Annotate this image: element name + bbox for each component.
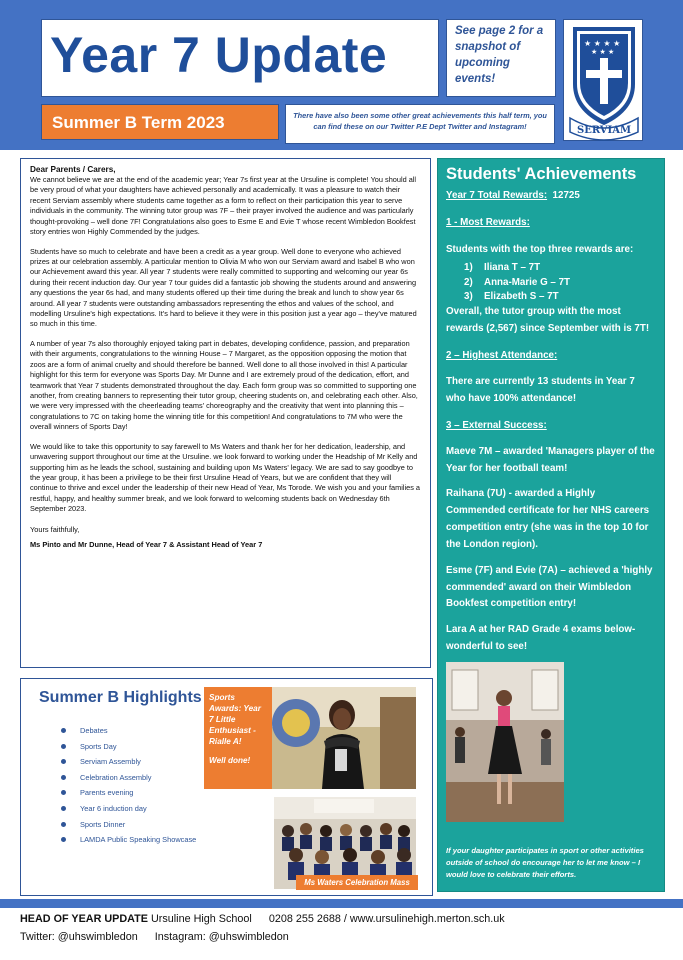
letter-paragraph: We cannot believe we are at the end of the academic year; Year 7s first year at the Ursuline is complete! You should all be very proud of what your daughters have achieved personally and academically. It was a pleasure to watch their recent Serviam assembly where students came together as a form to reflect on their participation this year to serve individuals in the community. The winning tutor group was 7F – their prayer involved the audience and was particularly thought-provoking – well done 7F! Congratulations also goes to Esme E and Evie T whose recent Wimbledon Bookfest story entries won Highly Commended by the judges.	[30, 175, 417, 237]
highlights-title: Summer B Highlights	[39, 689, 202, 706]
letter-signature	[30, 539, 421, 550]
student-name: Elizabeth S – 7T	[484, 290, 559, 302]
see-page-2-box	[446, 19, 556, 97]
list-item-label: Parents evening	[80, 788, 134, 798]
most-rewards-heading: 1 - Most Rewards:	[446, 217, 530, 229]
attendance-text: There are currently 13 students in Year 7 who have 100% attendance!	[446, 375, 635, 404]
student-name: Iliana T – 7T	[484, 262, 541, 274]
list-item-label: Sports Dinner	[80, 819, 126, 829]
term-box	[41, 104, 279, 140]
school-crest	[563, 19, 643, 141]
social-note-text: There have also been some other great achievements this half term, you can find these on our Twitter P.E Dept Twitter and Instagram!	[293, 111, 547, 132]
bullet-icon	[61, 790, 66, 795]
total-rewards	[446, 187, 656, 204]
achievements-title: Students' Achievements	[446, 165, 637, 183]
title-box	[41, 19, 439, 97]
total-rewards-value: 12725	[552, 190, 580, 201]
footer-school: Ursuline High School	[150, 913, 252, 925]
list-item	[61, 817, 196, 833]
highlights-list	[61, 723, 196, 848]
letter-signature-text: Ms Pinto and Mr Dunne, Head of Year 7 & Assistant Head of Year 7	[30, 539, 263, 549]
footer-phone: 0208 255 2688	[268, 913, 341, 925]
external-success-item: Raihana (7U) - awarded a Highly Commended certificate for her NHS careers competition entry (she was in the top 10 for the London region).	[446, 488, 650, 550]
most-rewards-intro: Students with the top three rewards are:	[446, 244, 634, 256]
sports-award-card	[204, 687, 416, 789]
footer-twitter[interactable]: Twitter: @uhswimbledon	[20, 931, 138, 943]
list-item	[61, 739, 196, 755]
attendance-heading: 2 – Highest Attendance:	[446, 349, 558, 361]
list-item-label: Sports Day	[80, 741, 117, 751]
list-item: 2) Anna-Marie G – 7T	[464, 276, 571, 288]
external-success-item: Esme (7F) and Evie (7A) – achieved a 'highly commended' award on their Wimbledon Bookfest competition entry!	[446, 564, 653, 610]
letter-box	[20, 158, 431, 668]
bullet-icon	[61, 759, 66, 764]
bullet-icon	[61, 822, 66, 827]
achievements-panel	[437, 158, 665, 892]
dance-exam-photo	[446, 662, 564, 822]
bullet-icon	[61, 728, 66, 733]
list-item	[61, 832, 196, 848]
sports-award-text	[209, 692, 267, 766]
list-item	[61, 723, 196, 739]
list-item	[61, 754, 196, 770]
footer-bar	[0, 899, 683, 908]
footer-social	[20, 931, 289, 943]
page-title: Year 7 Update	[50, 27, 388, 83]
external-success-item: Maeve 7M – awarded 'Managers player of the Year for her football team!	[446, 445, 655, 474]
letter-paragraph: A number of year 7s also thoroughly enjoyed taking part in debates, developing confidence, passion, and preparation with their arguments, congratulations to the winning House – 7 Margaret, as the opposition opposing the motion that zoos are a form of animal cruelty and should therefore be banned. Well done to all those involved in this! A particular highlight for this term for everyone was Sports Day. Mr Dunne and I are extremely proud of the dedication, effort, and teamwork that Year 7 students demonstrated throughout the day. Each form group was so committed to supporting one another, from creating banners to representing their tutor group, cheering students on, and celebrating each other. Also, we were very impressed with the cheerleading teams' choreography and the creativity that went into planning this – congratulations to 7C on taking home the winning title for this competition! And congratulations to 7M who were the overall winners of Sports Day!	[30, 338, 418, 432]
sports-award-photo	[272, 687, 416, 789]
top-three-list	[464, 261, 656, 304]
svg-text:★ ★ ★ ★: ★ ★ ★ ★	[584, 39, 621, 48]
achievements-footer-note: If your daughter participates in sport or other activities outside of school do encourage her to let me know – I would love to celebrate their efforts.	[446, 846, 644, 880]
crest-motto: SERVIAM	[576, 125, 632, 136]
list-item	[61, 770, 196, 786]
list-item-label: Year 6 induction day	[80, 803, 147, 813]
list-item-label: Serviam Assembly	[80, 757, 141, 767]
bullet-icon	[61, 744, 66, 749]
sports-award-label: Sports Awards: Year 7 Little Enthusiast - Rialle A!	[209, 693, 261, 747]
highlights-box	[20, 678, 433, 896]
svg-text:★ ★ ★: ★ ★ ★	[591, 48, 615, 56]
term-label: Summer B Term 2023	[52, 113, 225, 132]
list-item	[61, 801, 196, 817]
footer-instagram[interactable]: Instagram: @uhswimbledon	[154, 931, 289, 943]
letter-closing: Yours faithfully,	[30, 524, 80, 534]
external-success-heading: 3 – External Success:	[446, 419, 547, 431]
footer-contact	[20, 913, 505, 925]
crest-shield-icon	[564, 20, 644, 142]
bullet-icon	[61, 775, 66, 780]
footer-label: HEAD OF YEAR UPDATE	[20, 913, 148, 925]
letter-greeting: Dear Parents / Carers,	[30, 165, 116, 174]
most-rewards-outro: Overall, the tutor group with the most rewards (2,567) since September with is 7T!	[446, 306, 650, 334]
list-item-label: Celebration Assembly	[80, 772, 152, 782]
well-done-label: Well done!	[209, 756, 251, 766]
celebration-mass-caption: Ms Waters Celebration Mass	[296, 875, 418, 890]
social-note-box	[285, 104, 555, 144]
list-item: 3) Elizabeth S – 7T	[464, 290, 559, 302]
list-item	[61, 785, 196, 801]
external-success-item: Lara A at her RAD Grade 4 exams below- wonderful to see!	[446, 624, 636, 653]
see-page-2-text: See page 2 for a snapshot of upcoming events!	[455, 25, 544, 85]
list-item: 1) Iliana T – 7T	[464, 262, 541, 274]
list-item-label: LAMDA Public Speaking Showcase	[80, 835, 197, 845]
letter-paragraph: Students have so much to celebrate and have been a credit as a year group. Well done to everyone who achieved prizes at our celebration assembly. A particular mention to Olivia M who won our Serviam award and Isabel B who won our Achievement award this year. All year 7 students were really committed to supporting and welcoming our year 6s during their recent induction day. Our year 7 tour guides did a fantastic job showing the students around and answering any questions the year 6s had, and many students offered up their time during the break and lunch to show year 6s around. All year 7 students were outstanding ambassadors representing the ethos and values of the school, and modelling Ursuline's high expectations. It's hard to believe it they were in this position just a year ago – they've matured so much in this time.	[30, 246, 417, 329]
total-rewards-label: Year 7 Total Rewards:	[446, 190, 548, 201]
list-item-label: Debates	[80, 726, 108, 735]
footer-website[interactable]: / www.ursulinehigh.merton.sch.uk	[343, 913, 505, 925]
bullet-icon	[61, 806, 66, 811]
student-name: Anna-Marie G – 7T	[484, 276, 571, 288]
letter-paragraph: We would like to take this opportunity to say farewell to Ms Waters and thank her for her dedication, leadership, and unwavering support throughout our time at the Ursuline. we look forward to working under the Headship of Mr Kelly and supporting him as he leads the school, sustaining and building upon Ms Waters' legacy. We are sad to say goodbye to the year group, it has been a privilege to be their first Ursuline Head of Years, but we are confident that they will continue to thrive and excel under the leadership of their new Head of Year, Ms Torode. We wish you and your families a restful, happy, and healthy summer break, and we look forward to welcoming students back on Wednesday 6th September 2023.	[30, 441, 420, 514]
bullet-icon	[61, 837, 66, 842]
